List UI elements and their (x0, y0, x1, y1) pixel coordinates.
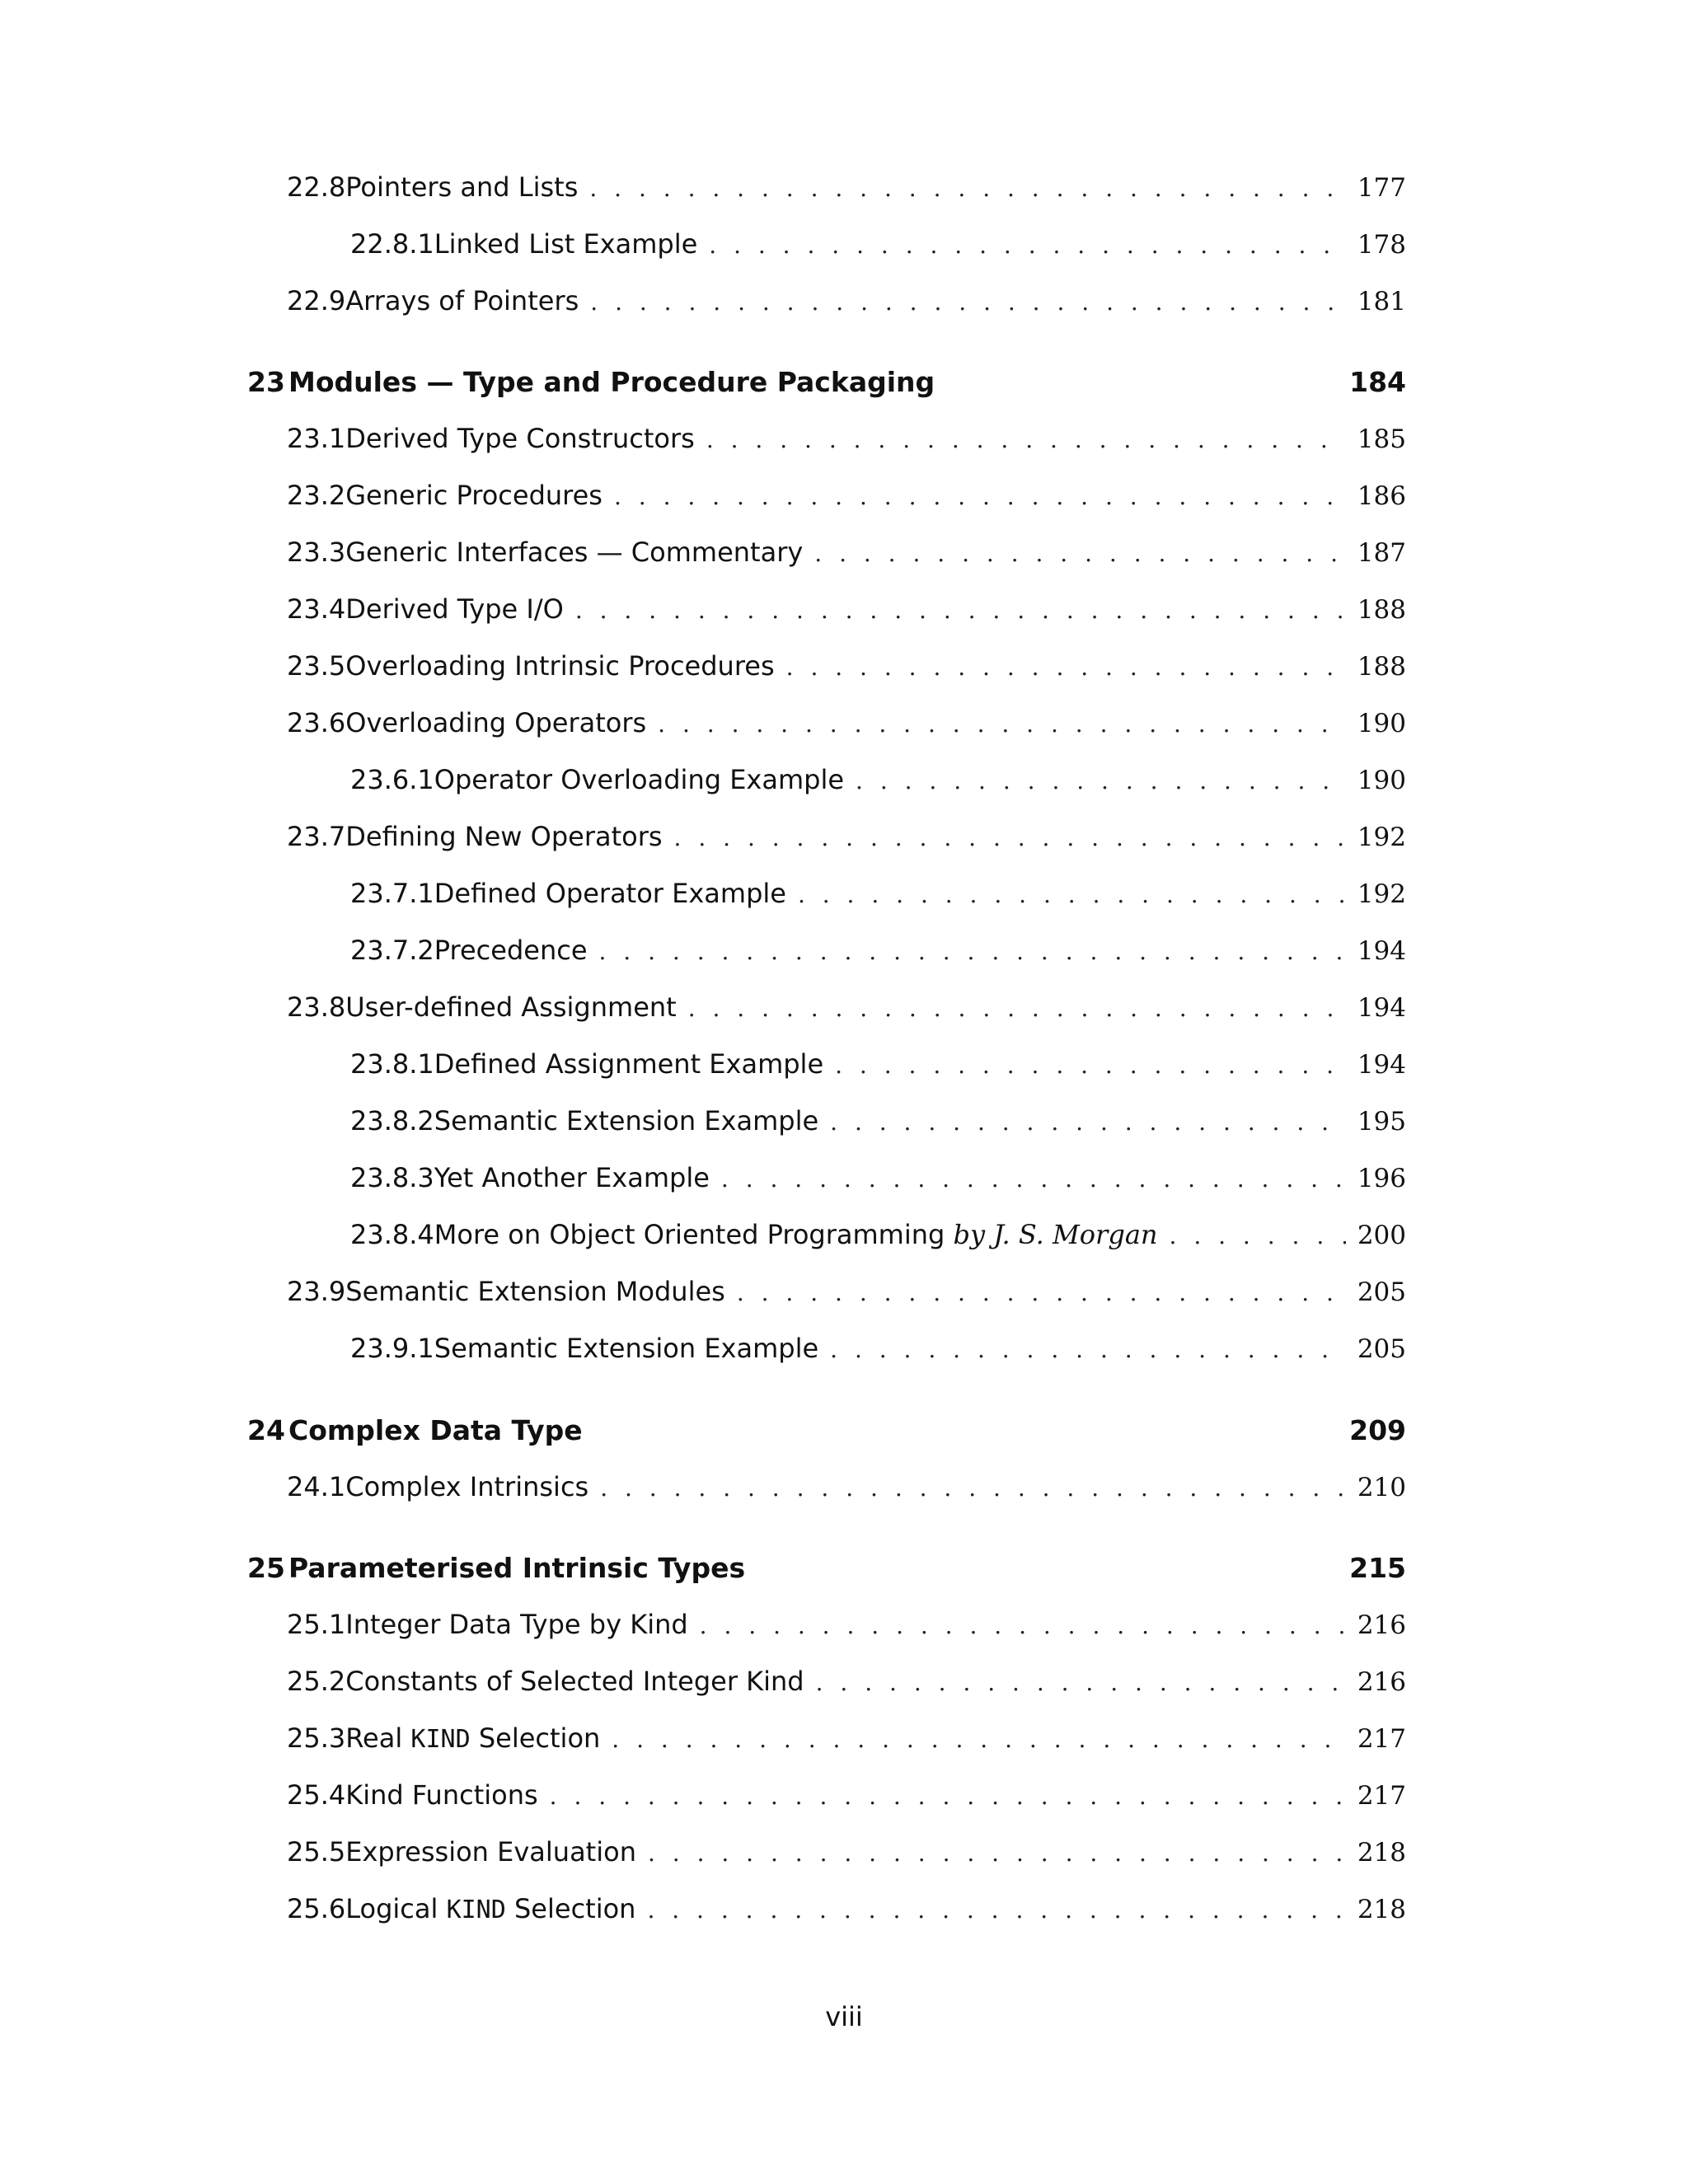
dot-leader (798, 881, 1346, 908)
entry-number: 23.7 (287, 821, 346, 852)
entry-title (434, 1333, 818, 1364)
toc-entry[interactable] (287, 171, 1406, 203)
entry-page-number: 187 (1357, 538, 1406, 568)
entry-title-text: Yet Another Example (434, 1162, 710, 1193)
entry-title-text: Complex Data Type (288, 1414, 583, 1446)
entry-title (345, 537, 803, 568)
entry-title-text: Constants of Selected Integer Kind (345, 1666, 804, 1697)
entry-title-text: Linked List Example (434, 228, 698, 260)
entry-title-text: Precedence (434, 935, 588, 966)
entry-title-suffix: Selection (505, 1893, 636, 1924)
entry-page-number: 217 (1357, 1724, 1406, 1754)
entry-title-prefix: Logical (345, 1893, 447, 1924)
toc-entry[interactable] (287, 821, 1406, 852)
toc-entry[interactable] (350, 1333, 1406, 1364)
entry-title-text: Operator Overloading Example (434, 764, 845, 795)
entry-number: 23.5 (287, 650, 346, 682)
entry-number: 25.2 (287, 1666, 346, 1697)
entry-title-text: Generic Interfaces — Commentary (345, 537, 804, 568)
entry-number: 24.1 (287, 1471, 346, 1502)
toc-entry[interactable] (287, 1836, 1406, 1868)
toc-entry[interactable] (287, 991, 1406, 1023)
toc-entry[interactable] (350, 878, 1406, 909)
entry-title (345, 1893, 635, 1924)
entry-title (345, 593, 564, 625)
entry-title (434, 228, 698, 260)
dot-leader (575, 597, 1346, 624)
entry-title (345, 285, 579, 316)
entry-title (345, 480, 603, 511)
entry-title (434, 1048, 823, 1080)
entry-title (345, 821, 662, 852)
entry-number: 23.8.1 (350, 1048, 434, 1080)
entry-number: 23.6 (287, 707, 346, 738)
entry-title-text: Generic Procedures (345, 480, 603, 511)
entry-page-number: 184 (1349, 366, 1406, 398)
entry-title (288, 1414, 583, 1446)
entry-number: 24 (247, 1414, 285, 1446)
entry-page-number: 194 (1357, 936, 1406, 966)
entry-number: 25.1 (287, 1609, 346, 1640)
toc-entry[interactable] (287, 707, 1406, 738)
entry-page-number: 218 (1357, 1895, 1406, 1924)
dot-leader (816, 1669, 1346, 1696)
dot-leader (600, 1474, 1346, 1502)
dot-leader (856, 767, 1346, 794)
entry-number: 23.8.2 (350, 1105, 434, 1137)
entry-page-number: 216 (1357, 1667, 1406, 1697)
entry-number: 23.3 (287, 537, 346, 568)
entry-title (434, 878, 786, 909)
toc-chapter-entry[interactable] (247, 366, 1406, 398)
toc-entry[interactable] (287, 480, 1406, 511)
dot-leader (835, 1052, 1346, 1079)
entry-title (434, 1219, 1158, 1250)
dot-leader (658, 710, 1346, 738)
entry-title (288, 1552, 745, 1584)
entry-number: 23.7.2 (350, 935, 434, 966)
entry-number: 23.8 (287, 991, 346, 1023)
entry-number: 25 (247, 1552, 285, 1584)
entry-title (434, 1162, 710, 1193)
entry-title-text: Semantic Extension Example (434, 1105, 819, 1137)
dot-leader (648, 1840, 1346, 1867)
toc-entry[interactable] (287, 593, 1406, 625)
dot-leader (614, 483, 1346, 510)
entry-title-suffix: Selection (470, 1722, 601, 1754)
toc-entry[interactable] (287, 285, 1406, 316)
entry-title (345, 1666, 804, 1697)
entry-title-text: More on Object Oriented Programming (434, 1219, 945, 1250)
entry-title (345, 707, 646, 738)
toc-entry[interactable] (287, 1893, 1406, 1924)
dot-leader (737, 1279, 1346, 1306)
entry-page-number: 195 (1357, 1107, 1406, 1137)
entry-title-text: Arrays of Pointers (345, 285, 579, 316)
entry-title-text: Pointers and Lists (345, 171, 579, 203)
entry-number: 22.9 (287, 285, 346, 316)
entry-page-number: 217 (1357, 1781, 1406, 1811)
toc-entry[interactable] (287, 1779, 1406, 1811)
toc-entry[interactable] (350, 1162, 1406, 1193)
toc-entry[interactable] (350, 1105, 1406, 1137)
entry-title-text: Overloading Operators (345, 707, 647, 738)
entry-title (345, 171, 578, 203)
entry-number: 23.9 (287, 1276, 346, 1307)
toc-chapter-entry[interactable] (247, 1552, 1406, 1584)
dot-leader (612, 1726, 1346, 1753)
entry-page-number: 196 (1357, 1164, 1406, 1193)
entry-title-text: Parameterised Intrinsic Types (288, 1552, 746, 1584)
entry-page-number: 185 (1357, 424, 1406, 454)
entry-title (345, 1276, 725, 1307)
toc-entry[interactable] (287, 1276, 1406, 1307)
entry-title-text: Defining New Operators (345, 821, 663, 852)
entry-number: 23.8.3 (350, 1162, 434, 1193)
dot-leader (1170, 1222, 1346, 1249)
toc-entry[interactable] (350, 764, 1406, 795)
entry-title-text: User-defined Assignment (345, 991, 677, 1023)
entry-title-code: KIND (410, 1725, 471, 1754)
entry-title (345, 1779, 537, 1811)
entry-number: 23.7.1 (350, 878, 434, 909)
entry-title-text: Defined Operator Example (434, 878, 786, 909)
entry-page-number: 192 (1357, 879, 1406, 909)
entry-title (345, 991, 676, 1023)
dot-leader (830, 1336, 1346, 1363)
dot-leader (599, 938, 1346, 965)
dot-leader (674, 824, 1346, 851)
entry-page-number: 205 (1357, 1277, 1406, 1307)
entry-page-number: 178 (1357, 230, 1406, 260)
entry-title (345, 650, 774, 682)
entry-title (434, 935, 588, 966)
entry-number: 25.5 (287, 1836, 346, 1868)
entry-title (345, 1722, 600, 1754)
toc-entry[interactable] (350, 228, 1406, 260)
toc-entry[interactable] (287, 1666, 1406, 1697)
entry-title (345, 423, 695, 454)
entry-number: 23.9.1 (350, 1333, 434, 1364)
entry-title-text: Complex Intrinsics (345, 1471, 589, 1502)
entry-page-number: 194 (1357, 1050, 1406, 1080)
toc-entry[interactable] (287, 650, 1406, 682)
entry-number: 23.8.4 (350, 1219, 434, 1250)
entry-title-text: Derived Type I/O (345, 593, 564, 625)
entry-title (288, 366, 935, 398)
dot-leader (647, 1896, 1345, 1924)
entry-title-text: Overloading Intrinsic Procedures (345, 650, 775, 682)
entry-number: 23.2 (287, 480, 346, 511)
entry-title (434, 764, 844, 795)
entry-title (434, 1105, 818, 1137)
entry-title-text: Integer Data Type by Kind (345, 1609, 688, 1640)
entry-page-number: 215 (1349, 1552, 1406, 1584)
entry-title-text: Expression Evaluation (345, 1836, 636, 1868)
entry-number: 23.4 (287, 593, 346, 625)
dot-leader (706, 426, 1346, 453)
toc-entry[interactable] (287, 537, 1406, 568)
entry-title-text: Semantic Extension Example (434, 1333, 819, 1364)
dot-leader (590, 288, 1346, 316)
entry-page-number: 210 (1357, 1473, 1406, 1502)
entry-number: 25.4 (287, 1779, 346, 1811)
entry-title-text: Modules — Type and Procedure Packaging (288, 366, 935, 398)
entry-page-number: 192 (1357, 823, 1406, 852)
entry-page-number: 200 (1357, 1221, 1406, 1250)
entry-page-number: 216 (1357, 1610, 1406, 1640)
entry-page-number: 188 (1357, 652, 1406, 682)
entry-page-number: 188 (1357, 595, 1406, 625)
toc-entry[interactable] (287, 1722, 1406, 1754)
dot-leader (550, 1783, 1346, 1810)
entry-page-number: 190 (1357, 709, 1406, 738)
page-number-footer: viii (825, 2001, 863, 2032)
entry-page-number: 194 (1357, 993, 1406, 1023)
entry-page-number: 218 (1357, 1838, 1406, 1868)
entry-page-number: 181 (1357, 287, 1406, 316)
entry-title-prefix: Real (345, 1722, 411, 1754)
dot-leader (786, 654, 1346, 681)
entry-page-number: 205 (1357, 1334, 1406, 1364)
dot-leader (700, 1612, 1346, 1639)
entry-number: 22.8 (287, 171, 346, 203)
entry-title (345, 1836, 636, 1868)
entry-title-text: Kind Functions (345, 1779, 538, 1811)
entry-page-number: 177 (1357, 173, 1406, 203)
entry-title-text: Derived Type Constructors (345, 423, 695, 454)
entry-number: 23 (247, 366, 285, 398)
entry-title (345, 1609, 687, 1640)
toc-entry[interactable] (350, 1219, 1406, 1250)
entry-number: 25.6 (287, 1893, 346, 1924)
dot-leader (814, 540, 1346, 567)
toc-entry[interactable] (287, 423, 1406, 454)
entry-number: 25.3 (287, 1722, 346, 1754)
entry-author: by J. S. Morgan (953, 1219, 1158, 1250)
entry-number: 23.6.1 (350, 764, 434, 795)
entry-title-text: Defined Assignment Example (434, 1048, 824, 1080)
entry-title-code: KIND (446, 1896, 506, 1924)
toc-entry[interactable] (350, 1048, 1406, 1080)
dot-leader (688, 995, 1346, 1022)
entry-page-number: 186 (1357, 481, 1406, 511)
entry-title-text: Semantic Extension Modules (345, 1276, 725, 1307)
toc-entry[interactable] (287, 1471, 1406, 1502)
dot-leader (721, 1165, 1346, 1193)
entry-number: 23.1 (287, 423, 346, 454)
entry-page-number: 190 (1357, 766, 1406, 795)
entry-page-number: 209 (1349, 1414, 1406, 1446)
toc-entry[interactable] (287, 1609, 1406, 1640)
toc-chapter-entry[interactable] (247, 1414, 1406, 1446)
entry-title (345, 1471, 588, 1502)
entry-number: 22.8.1 (350, 228, 434, 260)
dot-leader (589, 175, 1345, 202)
toc-entry[interactable] (350, 935, 1406, 966)
dot-leader (709, 232, 1346, 259)
dot-leader (830, 1108, 1346, 1136)
